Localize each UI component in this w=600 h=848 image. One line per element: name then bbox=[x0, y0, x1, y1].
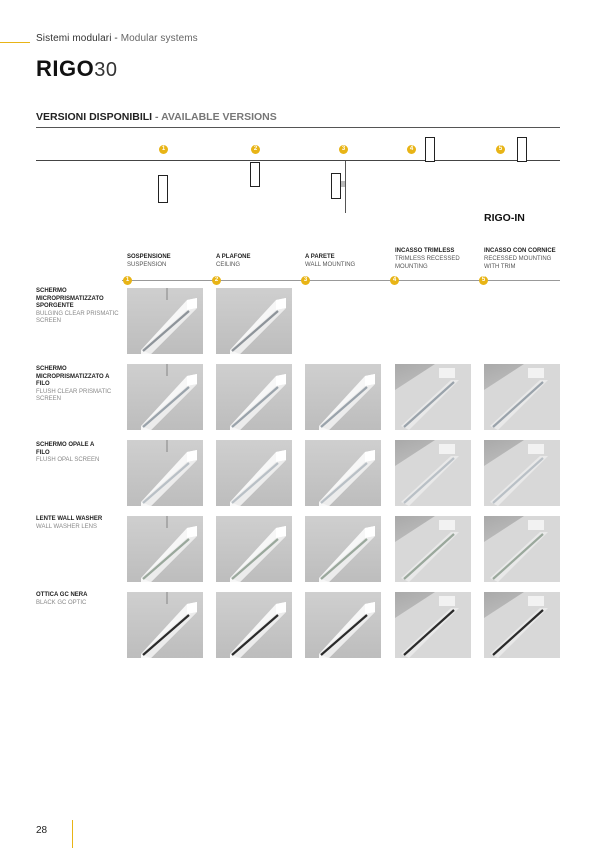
header-category bbox=[36, 33, 198, 44]
product-image bbox=[216, 440, 292, 506]
rigo-in-label: RIGO-IN bbox=[484, 212, 525, 224]
column-marker-4: 4 bbox=[390, 276, 399, 285]
row-label-it: SCHERMO MICROPRISMATIZZATO SPORGENTE bbox=[36, 288, 104, 309]
diagram-marker-3: 3 bbox=[339, 145, 348, 154]
product-image bbox=[216, 592, 292, 658]
column-head-it: A PLAFONE bbox=[216, 254, 251, 260]
column-head-it: A PARETE bbox=[305, 254, 335, 260]
column-head-en: RECESSED MOUNTING WITH TRIM bbox=[484, 256, 552, 270]
column-head-2 bbox=[216, 253, 296, 269]
ceiling-line bbox=[36, 160, 560, 161]
column-head-en: TRIMLESS RECESSED MOUNTING bbox=[395, 256, 460, 270]
product-image bbox=[127, 516, 203, 582]
column-marker-3: 3 bbox=[301, 276, 310, 285]
wall-diagram bbox=[345, 161, 346, 213]
product-image bbox=[395, 440, 471, 506]
trim-fixture-diagram bbox=[517, 137, 527, 162]
product-number: 30 bbox=[94, 59, 118, 81]
section-title-separator: - bbox=[152, 111, 162, 123]
product-image bbox=[127, 592, 203, 658]
row-label-it: SCHERMO MICROPRISMATIZZATO A FILO bbox=[36, 366, 110, 387]
product-image bbox=[305, 592, 381, 658]
diagram-marker-2: 2 bbox=[251, 145, 260, 154]
category-en: Modular systems bbox=[120, 33, 198, 44]
section-rule bbox=[36, 127, 560, 128]
product-image bbox=[484, 440, 560, 506]
row-label-3 bbox=[36, 442, 106, 465]
column-head-5 bbox=[484, 247, 560, 271]
section-title bbox=[36, 111, 277, 123]
diagram-marker-1: 1 bbox=[159, 145, 168, 154]
column-head-en: SUSPENSION bbox=[127, 262, 167, 268]
column-head-en: CEILING bbox=[216, 262, 241, 268]
product-image bbox=[127, 440, 203, 506]
product-image bbox=[305, 440, 381, 506]
diagram-marker-5: 5 bbox=[496, 145, 505, 154]
row-label-1 bbox=[36, 288, 120, 326]
column-head-it: INCASSO CON CORNICE bbox=[484, 248, 556, 254]
category-separator: - bbox=[111, 33, 121, 44]
wall-fixture-diagram bbox=[331, 173, 341, 199]
row-label-en: FLUSH OPAL SCREEN bbox=[36, 457, 100, 463]
product-image bbox=[395, 364, 471, 430]
row-label-it: SCHERMO OPALE A FILO bbox=[36, 442, 95, 456]
row-label-en: BLACK GC OPTIC bbox=[36, 599, 87, 606]
page-number: 28 bbox=[36, 825, 48, 836]
trimless-fixture-diagram bbox=[425, 137, 435, 162]
column-marker-2: 2 bbox=[212, 276, 221, 285]
header-accent-line bbox=[0, 42, 30, 43]
column-head-it: INCASSO TRIMLESS bbox=[395, 248, 455, 254]
row-label-5 bbox=[36, 592, 120, 607]
product-image bbox=[127, 288, 203, 354]
product-image bbox=[216, 516, 292, 582]
diagram-marker-4: 4 bbox=[407, 145, 416, 154]
row-label-en: WALL WASHER LENS bbox=[36, 523, 98, 530]
row-label-en: FLUSH CLEAR PRISMATIC SCREEN bbox=[36, 388, 112, 402]
product-image bbox=[395, 592, 471, 658]
product-image bbox=[305, 364, 381, 430]
row-label-en: BULGING CLEAR PRISMATIC SCREEN bbox=[36, 310, 119, 324]
section-title-it: VERSIONI DISPONIBILI bbox=[36, 111, 153, 123]
row-label-2 bbox=[36, 366, 120, 404]
column-head-4 bbox=[395, 247, 471, 271]
product-image bbox=[305, 516, 381, 582]
product-image bbox=[216, 364, 292, 430]
column-marker-line bbox=[122, 280, 560, 281]
row-label-it: LENTE WALL WASHER bbox=[36, 516, 103, 522]
category-it: Sistemi modulari bbox=[36, 33, 112, 44]
row-label-4 bbox=[36, 516, 120, 531]
section-title-en: AVAILABLE VERSIONS bbox=[161, 111, 277, 123]
product-image bbox=[484, 516, 560, 582]
product-image bbox=[484, 592, 560, 658]
product-name: RIGO bbox=[36, 56, 95, 81]
suspension-fixture-diagram bbox=[158, 175, 168, 203]
product-image bbox=[127, 364, 203, 430]
page-accent-rule bbox=[72, 820, 73, 848]
column-head-en: WALL MOUNTING bbox=[305, 262, 356, 268]
column-head-1 bbox=[127, 253, 207, 269]
column-marker-1: 1 bbox=[123, 276, 132, 285]
product-title bbox=[36, 56, 117, 82]
column-head-it: SOSPENSIONE bbox=[127, 254, 171, 260]
product-image bbox=[216, 288, 292, 354]
product-image bbox=[395, 516, 471, 582]
ceiling-fixture-diagram bbox=[250, 162, 260, 187]
column-marker-5: 5 bbox=[479, 276, 488, 285]
product-image bbox=[484, 364, 560, 430]
row-label-it: OTTICA GC NERA bbox=[36, 592, 88, 598]
column-head-3 bbox=[305, 253, 385, 269]
